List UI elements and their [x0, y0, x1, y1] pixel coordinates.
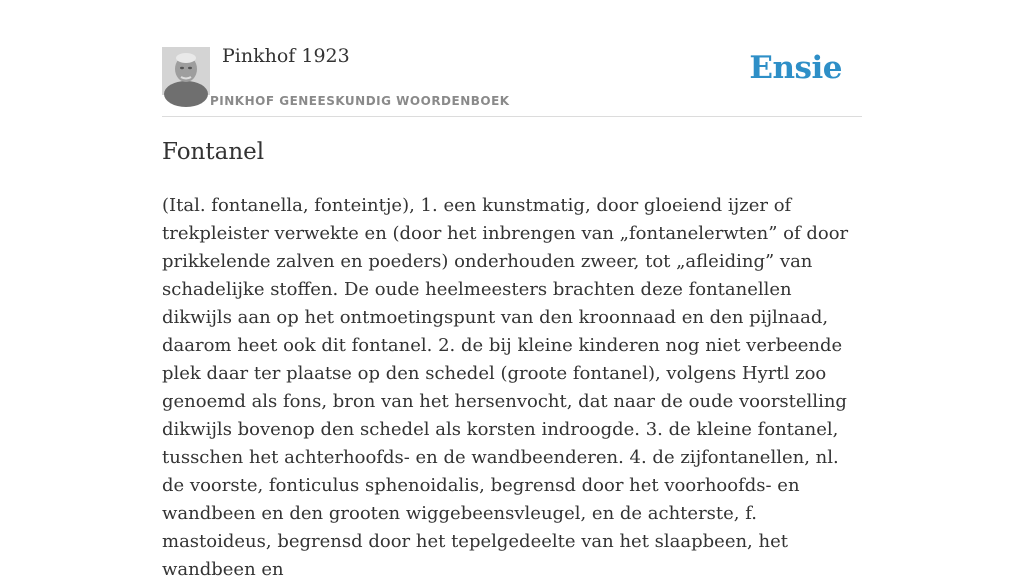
author-avatar[interactable]: [162, 47, 210, 95]
portrait-image: [162, 47, 210, 95]
author-name[interactable]: Pinkhof 1923: [222, 45, 350, 67]
header: [162, 0, 862, 117]
entry-definition: (Ital. fontanella, fonteintje), 1. een kunstmatig, door gloeiend ijzer of trekpleister verwekte en (door het inbrengen van „fontanelerwten” of door prikkelende zalven en poeders) onderhouden zweer, tot „afleiding” van schadelijke stoffen. De oude heelmeesters brachten deze fontanellen dikwijls aan op het ontmoetingspunt van den kroonnaad en den pijlnaad, daarom heet ook dit fontanel. 2. de bij kleine kinderen nog niet verbeende plek daar ter plaatse op den schedel (groote fontanel), volgens Hyrtl zoo genoemd als fons, bron van het hersenvocht, dat naar de oude voorstelling dikwijls bovenop den schedel als korsten indroogde. 3. de kleine fontanel, tusschen het achterhoofds- en de wandbeenderen. 4. de zijfontanellen, nl. de voorste, fonticulus sphenoidalis, begrensd door het voorhoofds- en wandbeen en den grooten wiggebeensvleugel, en de achterste, f. mastoideus, begrensd door het tepelgedeelte van het slaapbeen, het wandbeen en: [162, 195, 849, 580]
dictionary-name[interactable]: PINKHOF GENEESKUNDIG WOORDENBOEK: [210, 94, 510, 108]
entry-title: Fontanel: [162, 139, 265, 165]
ensie-logo[interactable]: Ensie: [749, 50, 842, 86]
